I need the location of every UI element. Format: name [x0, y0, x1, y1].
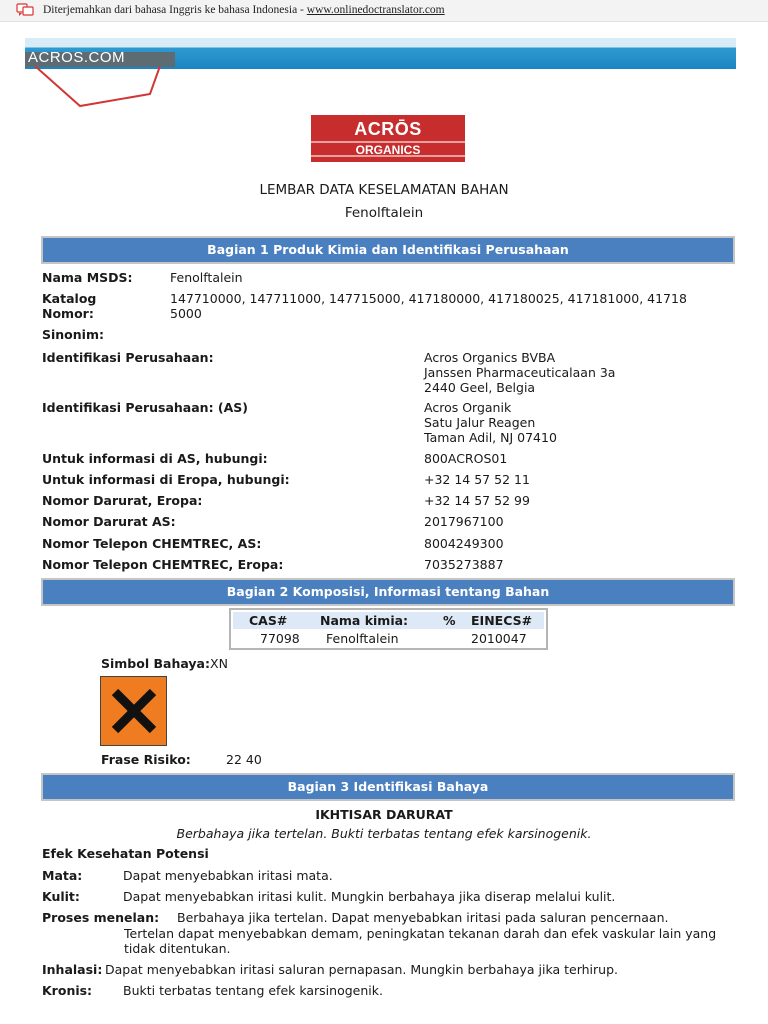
- contact-value: 8004249300: [424, 536, 504, 551]
- eyes-label: Mata:: [42, 868, 83, 883]
- company-address: Acros Organics BVBA Janssen Pharmaceuticalaan 3a 2440 Geel, Belgia: [424, 350, 616, 395]
- msds-value: Fenolftalein: [170, 270, 243, 285]
- column-header: %: [443, 613, 456, 628]
- table-header-row: [233, 612, 544, 629]
- contact-value: 800ACROS01: [424, 451, 508, 466]
- contact-label: Untuk informasi di AS, hubungi:: [42, 451, 268, 466]
- banner-decoration-icon: [25, 64, 175, 114]
- column-header: CAS#: [249, 613, 288, 628]
- harmful-hazard-icon: [100, 676, 167, 746]
- site-name[interactable]: ACROS.COM: [28, 49, 126, 66]
- chronic-value: Bukti terbatas tentang efek karsinogenik.: [123, 983, 383, 998]
- column-header: EINECS#: [471, 613, 533, 628]
- acros-organics-logo: [311, 115, 465, 162]
- contact-label: Untuk informasi di Eropa, hubungi:: [42, 472, 290, 487]
- eyes-value: Dapat menyebabkan iritasi mata.: [123, 868, 333, 883]
- contact-label: Nomor Darurat, Eropa:: [42, 493, 203, 508]
- table-cell: Fenolftalein: [326, 631, 399, 646]
- skin-value: Dapat menyebabkan iritasi kulit. Mungkin berbahaya jika diserap melalui kulit.: [123, 889, 616, 904]
- logo-line1: ACRŌS: [354, 119, 422, 139]
- contact-value: 7035273887: [424, 557, 504, 572]
- ingestion-value: Tertelan dapat menyebabkan demam, peningkatan tekanan darah dan efek vaskular lain yang: [124, 926, 717, 941]
- hazard-symbol-value: XN: [210, 656, 228, 671]
- ingestion-value: Berbahaya jika tertelan. Dapat menyebabkan iritasi pada saluran pencernaan.: [177, 910, 669, 925]
- translation-bar: [0, 0, 768, 22]
- catalog-value: 147710000, 147711000, 147715000, 417180000, 417180025, 417181000, 41718 5000: [170, 291, 687, 321]
- translator-link[interactable]: www.onlinedoctranslator.com: [306, 4, 445, 16]
- ingestion-value: tidak ditentukan.: [124, 941, 231, 956]
- table-row: [233, 630, 544, 647]
- hazard-symbol-label: Simbol Bahaya:: [101, 656, 210, 671]
- health-effects-heading: Efek Kesehatan Potensi: [42, 846, 209, 861]
- table-cell: 77098: [260, 631, 300, 646]
- translate-icon[interactable]: [16, 3, 34, 17]
- section1-heading: Bagian 1 Produk Kimia dan Identifikasi Perusahaan: [41, 236, 735, 264]
- section3-heading: Bagian 3 Identifikasi Bahaya: [41, 773, 735, 801]
- document-title: LEMBAR DATA KESELAMATAN BAHAN: [259, 182, 509, 198]
- company-us-address: Acros Organik Satu Jalur Reagen Taman Adil, NJ 07410: [424, 400, 557, 445]
- msds-label: Nama MSDS:: [42, 270, 133, 285]
- chronic-label: Kronis:: [42, 983, 93, 998]
- contact-label: Nomor Darurat AS:: [42, 514, 176, 529]
- company-label: Identifikasi Perusahaan:: [42, 350, 214, 365]
- composition-table: [229, 608, 548, 650]
- emergency-summary-title: IKHTISAR DARURAT: [315, 807, 453, 822]
- company-us-label: Identifikasi Perusahaan: (AS): [42, 400, 249, 415]
- contact-label: Nomor Telepon CHEMTREC, Eropa:: [42, 557, 284, 572]
- catalog-label: Katalog Nomor:: [42, 291, 97, 321]
- contact-value: 2017967100: [424, 514, 504, 529]
- synonym-label: Sinonim:: [42, 327, 104, 342]
- logo-line2: ORGANICS: [355, 143, 421, 157]
- contact-value: +32 14 57 52 99: [424, 493, 530, 508]
- translation-notice: Diterjemahkan dari bahasa Inggris ke bahasa Indonesia - www.onlinedoctranslator.com: [43, 4, 445, 16]
- risk-phrase-value: 22 40: [226, 752, 262, 767]
- risk-phrase-label: Frase Risiko:: [101, 752, 191, 767]
- column-header: Nama kimia:: [320, 613, 409, 628]
- contact-label: Nomor Telepon CHEMTREC, AS:: [42, 536, 262, 551]
- emergency-summary-text: Berbahaya jika tertelan. Bukti terbatas tentang efek karsinogenik.: [176, 826, 592, 841]
- inhalation-label: Inhalasi:: [42, 962, 103, 977]
- section2-heading: Bagian 2 Komposisi, Informasi tentang Bahan: [41, 578, 735, 606]
- skin-label: Kulit:: [42, 889, 80, 904]
- inhalation-value: Dapat menyebabkan iritasi saluran pernapasan. Mungkin berbahaya jika terhirup.: [105, 962, 618, 977]
- contact-value: +32 14 57 52 11: [424, 472, 530, 487]
- table-cell: 2010047: [471, 631, 527, 646]
- document-subtitle: Fenolftalein: [344, 205, 424, 221]
- ingestion-label: Proses menelan:: [42, 910, 160, 925]
